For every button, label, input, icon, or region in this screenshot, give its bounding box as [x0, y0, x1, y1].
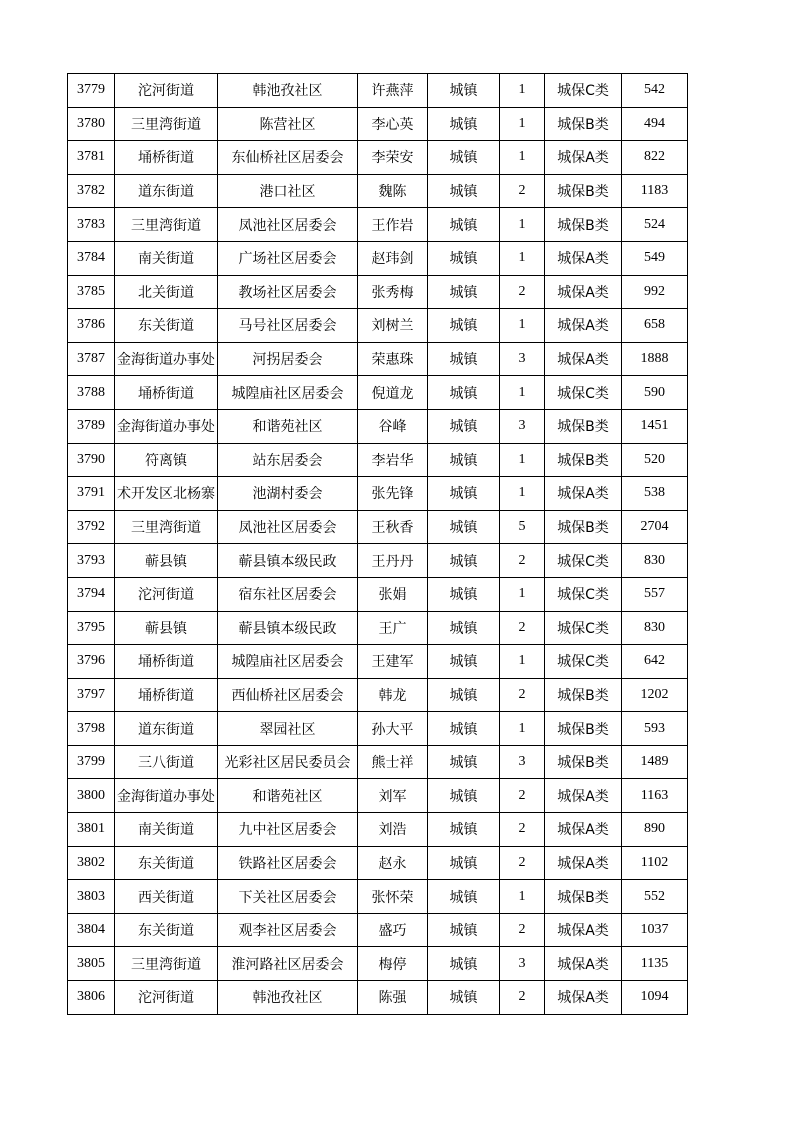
insurance-category-cell: 城保B类 — [545, 745, 622, 779]
household-type-cell: 城镇 — [428, 141, 500, 175]
community-cell: 翠园社区 — [218, 712, 358, 746]
person-name-cell: 许燕萍 — [358, 74, 428, 108]
street-cell: 东关街道 — [115, 846, 218, 880]
people-count-cell: 1 — [500, 107, 545, 141]
people-count-cell: 1 — [500, 309, 545, 343]
amount-cell: 830 — [622, 544, 688, 578]
household-type-cell: 城镇 — [428, 913, 500, 947]
person-name-cell: 张秀梅 — [358, 275, 428, 309]
table-row — [68, 981, 688, 1015]
household-type-cell: 城镇 — [428, 611, 500, 645]
household-type-cell: 城镇 — [428, 846, 500, 880]
people-count-cell: 2 — [500, 813, 545, 847]
people-count-cell: 1 — [500, 645, 545, 679]
insurance-category-cell: 城保C类 — [545, 74, 622, 108]
amount-cell: 1163 — [622, 779, 688, 813]
community-cell: 韩池孜社区 — [218, 74, 358, 108]
household-type-cell: 城镇 — [428, 745, 500, 779]
people-count-cell: 3 — [500, 745, 545, 779]
street-cell: 金海街道办事处 — [115, 342, 218, 376]
people-count-cell: 1 — [500, 241, 545, 275]
insurance-category-cell: 城保B类 — [545, 409, 622, 443]
street-cell: 术开发区北杨寨 — [115, 477, 218, 511]
person-name-cell: 刘军 — [358, 779, 428, 813]
table-row — [68, 779, 688, 813]
amount-cell: 642 — [622, 645, 688, 679]
people-count-cell: 3 — [500, 409, 545, 443]
row-number-cell: 3785 — [68, 275, 115, 309]
person-name-cell: 熊士祥 — [358, 745, 428, 779]
insurance-category-cell: 城保C类 — [545, 577, 622, 611]
street-cell: 埇桥街道 — [115, 141, 218, 175]
people-count-cell: 2 — [500, 913, 545, 947]
community-cell: 河拐居委会 — [218, 342, 358, 376]
person-name-cell: 张娟 — [358, 577, 428, 611]
community-cell: 铁路社区居委会 — [218, 846, 358, 880]
table-row — [68, 376, 688, 410]
amount-cell: 1888 — [622, 342, 688, 376]
people-count-cell: 1 — [500, 141, 545, 175]
household-type-cell: 城镇 — [428, 880, 500, 914]
community-cell: 和谐苑社区 — [218, 779, 358, 813]
insurance-category-cell: 城保A类 — [545, 813, 622, 847]
amount-cell: 524 — [622, 208, 688, 242]
person-name-cell: 王广 — [358, 611, 428, 645]
community-cell: 城隍庙社区居委会 — [218, 376, 358, 410]
amount-cell: 538 — [622, 477, 688, 511]
household-type-cell: 城镇 — [428, 947, 500, 981]
insurance-category-cell: 城保A类 — [545, 779, 622, 813]
people-count-cell: 5 — [500, 510, 545, 544]
household-type-cell: 城镇 — [428, 477, 500, 511]
street-cell: 埇桥街道 — [115, 678, 218, 712]
person-name-cell: 刘浩 — [358, 813, 428, 847]
community-cell: 韩池孜社区 — [218, 981, 358, 1015]
person-name-cell: 王丹丹 — [358, 544, 428, 578]
household-type-cell: 城镇 — [428, 510, 500, 544]
community-cell: 陈营社区 — [218, 107, 358, 141]
street-cell: 道东街道 — [115, 174, 218, 208]
amount-cell: 593 — [622, 712, 688, 746]
table-row — [68, 577, 688, 611]
people-count-cell: 2 — [500, 678, 545, 712]
table-row — [68, 208, 688, 242]
household-type-cell: 城镇 — [428, 645, 500, 679]
insurance-category-cell: 城保B类 — [545, 107, 622, 141]
amount-cell: 890 — [622, 813, 688, 847]
community-cell: 蕲县镇本级民政 — [218, 544, 358, 578]
community-cell: 港口社区 — [218, 174, 358, 208]
household-type-cell: 城镇 — [428, 208, 500, 242]
household-type-cell: 城镇 — [428, 678, 500, 712]
row-number-cell: 3798 — [68, 712, 115, 746]
people-count-cell: 1 — [500, 880, 545, 914]
people-count-cell: 3 — [500, 947, 545, 981]
street-cell: 金海街道办事处 — [115, 409, 218, 443]
household-type-cell: 城镇 — [428, 107, 500, 141]
insurance-category-cell: 城保A类 — [545, 477, 622, 511]
people-count-cell: 2 — [500, 544, 545, 578]
person-name-cell: 张先锋 — [358, 477, 428, 511]
amount-cell: 658 — [622, 309, 688, 343]
row-number-cell: 3806 — [68, 981, 115, 1015]
community-cell: 光彩社区居民委员会 — [218, 745, 358, 779]
insurance-category-cell: 城保B类 — [545, 174, 622, 208]
amount-cell: 2704 — [622, 510, 688, 544]
street-cell: 符离镇 — [115, 443, 218, 477]
insurance-category-cell: 城保B类 — [545, 510, 622, 544]
amount-cell: 552 — [622, 880, 688, 914]
amount-cell: 1102 — [622, 846, 688, 880]
insurance-category-cell: 城保A类 — [545, 846, 622, 880]
row-number-cell: 3789 — [68, 409, 115, 443]
row-number-cell: 3792 — [68, 510, 115, 544]
street-cell: 三八街道 — [115, 745, 218, 779]
amount-cell: 494 — [622, 107, 688, 141]
street-cell: 北关街道 — [115, 275, 218, 309]
person-name-cell: 刘树兰 — [358, 309, 428, 343]
row-number-cell: 3801 — [68, 813, 115, 847]
insurance-category-cell: 城保B类 — [545, 712, 622, 746]
table-row — [68, 477, 688, 511]
table-body — [68, 74, 688, 1015]
row-number-cell: 3804 — [68, 913, 115, 947]
row-number-cell: 3791 — [68, 477, 115, 511]
row-number-cell: 3783 — [68, 208, 115, 242]
community-cell: 西仙桥社区居委会 — [218, 678, 358, 712]
community-cell: 池湖村委会 — [218, 477, 358, 511]
people-count-cell: 2 — [500, 779, 545, 813]
row-number-cell: 3779 — [68, 74, 115, 108]
row-number-cell: 3803 — [68, 880, 115, 914]
community-cell: 站东居委会 — [218, 443, 358, 477]
table-row — [68, 712, 688, 746]
row-number-cell: 3805 — [68, 947, 115, 981]
insurance-category-cell: 城保B类 — [545, 208, 622, 242]
community-cell: 淮河路社区居委会 — [218, 947, 358, 981]
amount-cell: 822 — [622, 141, 688, 175]
table-row — [68, 342, 688, 376]
person-name-cell: 梅停 — [358, 947, 428, 981]
table-row — [68, 913, 688, 947]
street-cell: 蕲县镇 — [115, 611, 218, 645]
row-number-cell: 3788 — [68, 376, 115, 410]
table-row — [68, 409, 688, 443]
people-count-cell: 1 — [500, 443, 545, 477]
person-name-cell: 韩龙 — [358, 678, 428, 712]
insurance-category-cell: 城保A类 — [545, 981, 622, 1015]
household-type-cell: 城镇 — [428, 275, 500, 309]
insurance-category-cell: 城保A类 — [545, 241, 622, 275]
people-count-cell: 1 — [500, 376, 545, 410]
people-count-cell: 1 — [500, 74, 545, 108]
street-cell: 埇桥街道 — [115, 376, 218, 410]
insurance-category-cell: 城保C类 — [545, 645, 622, 679]
people-count-cell: 2 — [500, 174, 545, 208]
insurance-category-cell: 城保A类 — [545, 275, 622, 309]
person-name-cell: 陈强 — [358, 981, 428, 1015]
community-cell: 城隍庙社区居委会 — [218, 645, 358, 679]
street-cell: 道东街道 — [115, 712, 218, 746]
amount-cell: 1037 — [622, 913, 688, 947]
row-number-cell: 3796 — [68, 645, 115, 679]
person-name-cell: 赵永 — [358, 846, 428, 880]
table-row — [68, 544, 688, 578]
row-number-cell: 3781 — [68, 141, 115, 175]
street-cell: 东关街道 — [115, 309, 218, 343]
street-cell: 三里湾街道 — [115, 947, 218, 981]
person-name-cell: 魏陈 — [358, 174, 428, 208]
person-name-cell: 王建军 — [358, 645, 428, 679]
table-row — [68, 745, 688, 779]
row-number-cell: 3782 — [68, 174, 115, 208]
person-name-cell: 王作岩 — [358, 208, 428, 242]
street-cell: 东关街道 — [115, 913, 218, 947]
table-row — [68, 813, 688, 847]
row-number-cell: 3790 — [68, 443, 115, 477]
table-row — [68, 443, 688, 477]
table-row — [68, 275, 688, 309]
assistance-roster-table — [67, 73, 688, 1015]
people-count-cell: 2 — [500, 275, 545, 309]
community-cell: 凤池社区居委会 — [218, 510, 358, 544]
street-cell: 金海街道办事处 — [115, 779, 218, 813]
people-count-cell: 1 — [500, 477, 545, 511]
amount-cell: 830 — [622, 611, 688, 645]
row-number-cell: 3797 — [68, 678, 115, 712]
table-row — [68, 880, 688, 914]
person-name-cell: 张怀荣 — [358, 880, 428, 914]
table-row — [68, 645, 688, 679]
amount-cell: 1135 — [622, 947, 688, 981]
community-cell: 下关社区居委会 — [218, 880, 358, 914]
amount-cell: 1202 — [622, 678, 688, 712]
street-cell: 埇桥街道 — [115, 645, 218, 679]
insurance-category-cell: 城保B类 — [545, 443, 622, 477]
table-row — [68, 141, 688, 175]
household-type-cell: 城镇 — [428, 443, 500, 477]
people-count-cell: 2 — [500, 846, 545, 880]
person-name-cell: 倪道龙 — [358, 376, 428, 410]
amount-cell: 1183 — [622, 174, 688, 208]
insurance-category-cell: 城保A类 — [545, 309, 622, 343]
amount-cell: 590 — [622, 376, 688, 410]
person-name-cell: 盛巧 — [358, 913, 428, 947]
table-row — [68, 510, 688, 544]
amount-cell: 1094 — [622, 981, 688, 1015]
row-number-cell: 3802 — [68, 846, 115, 880]
person-name-cell: 赵玮剑 — [358, 241, 428, 275]
table-row — [68, 611, 688, 645]
row-number-cell: 3793 — [68, 544, 115, 578]
insurance-category-cell: 城保A类 — [545, 913, 622, 947]
person-name-cell: 孙大平 — [358, 712, 428, 746]
person-name-cell: 李岩华 — [358, 443, 428, 477]
household-type-cell: 城镇 — [428, 409, 500, 443]
amount-cell: 1489 — [622, 745, 688, 779]
household-type-cell: 城镇 — [428, 813, 500, 847]
amount-cell: 549 — [622, 241, 688, 275]
table-row — [68, 846, 688, 880]
street-cell: 沱河街道 — [115, 981, 218, 1015]
people-count-cell: 1 — [500, 712, 545, 746]
insurance-category-cell: 城保A类 — [545, 342, 622, 376]
street-cell: 三里湾街道 — [115, 208, 218, 242]
amount-cell: 992 — [622, 275, 688, 309]
table-row — [68, 241, 688, 275]
insurance-category-cell: 城保B类 — [545, 880, 622, 914]
street-cell: 三里湾街道 — [115, 510, 218, 544]
household-type-cell: 城镇 — [428, 241, 500, 275]
table-row — [68, 309, 688, 343]
row-number-cell: 3800 — [68, 779, 115, 813]
row-number-cell: 3780 — [68, 107, 115, 141]
amount-cell: 542 — [622, 74, 688, 108]
table-row — [68, 947, 688, 981]
community-cell: 宿东社区居委会 — [218, 577, 358, 611]
community-cell: 观李社区居委会 — [218, 913, 358, 947]
street-cell: 沱河街道 — [115, 74, 218, 108]
community-cell: 马号社区居委会 — [218, 309, 358, 343]
amount-cell: 520 — [622, 443, 688, 477]
insurance-category-cell: 城保B类 — [545, 678, 622, 712]
insurance-category-cell: 城保C类 — [545, 376, 622, 410]
amount-cell: 557 — [622, 577, 688, 611]
community-cell: 九中社区居委会 — [218, 813, 358, 847]
household-type-cell: 城镇 — [428, 544, 500, 578]
table-row — [68, 174, 688, 208]
person-name-cell: 李荣安 — [358, 141, 428, 175]
community-cell: 广场社区居委会 — [218, 241, 358, 275]
table-row — [68, 107, 688, 141]
household-type-cell: 城镇 — [428, 74, 500, 108]
people-count-cell: 3 — [500, 342, 545, 376]
household-type-cell: 城镇 — [428, 981, 500, 1015]
household-type-cell: 城镇 — [428, 712, 500, 746]
household-type-cell: 城镇 — [428, 577, 500, 611]
people-count-cell: 2 — [500, 611, 545, 645]
community-cell: 和谐苑社区 — [218, 409, 358, 443]
row-number-cell: 3795 — [68, 611, 115, 645]
street-cell: 沱河街道 — [115, 577, 218, 611]
community-cell: 东仙桥社区居委会 — [218, 141, 358, 175]
table-row — [68, 678, 688, 712]
row-number-cell: 3799 — [68, 745, 115, 779]
insurance-category-cell: 城保C类 — [545, 611, 622, 645]
table-row — [68, 74, 688, 108]
household-type-cell: 城镇 — [428, 309, 500, 343]
household-type-cell: 城镇 — [428, 779, 500, 813]
street-cell: 西关街道 — [115, 880, 218, 914]
people-count-cell: 1 — [500, 208, 545, 242]
community-cell: 教场社区居委会 — [218, 275, 358, 309]
person-name-cell: 荣惠珠 — [358, 342, 428, 376]
amount-cell: 1451 — [622, 409, 688, 443]
community-cell: 蕲县镇本级民政 — [218, 611, 358, 645]
community-cell: 凤池社区居委会 — [218, 208, 358, 242]
row-number-cell: 3794 — [68, 577, 115, 611]
household-type-cell: 城镇 — [428, 174, 500, 208]
insurance-category-cell: 城保A类 — [545, 947, 622, 981]
row-number-cell: 3784 — [68, 241, 115, 275]
household-type-cell: 城镇 — [428, 376, 500, 410]
row-number-cell: 3787 — [68, 342, 115, 376]
person-name-cell: 李心英 — [358, 107, 428, 141]
person-name-cell: 王秋香 — [358, 510, 428, 544]
street-cell: 南关街道 — [115, 813, 218, 847]
person-name-cell: 谷峰 — [358, 409, 428, 443]
people-count-cell: 2 — [500, 981, 545, 1015]
row-number-cell: 3786 — [68, 309, 115, 343]
people-count-cell: 1 — [500, 577, 545, 611]
street-cell: 南关街道 — [115, 241, 218, 275]
insurance-category-cell: 城保A类 — [545, 141, 622, 175]
insurance-category-cell: 城保C类 — [545, 544, 622, 578]
street-cell: 蕲县镇 — [115, 544, 218, 578]
household-type-cell: 城镇 — [428, 342, 500, 376]
street-cell: 三里湾街道 — [115, 107, 218, 141]
